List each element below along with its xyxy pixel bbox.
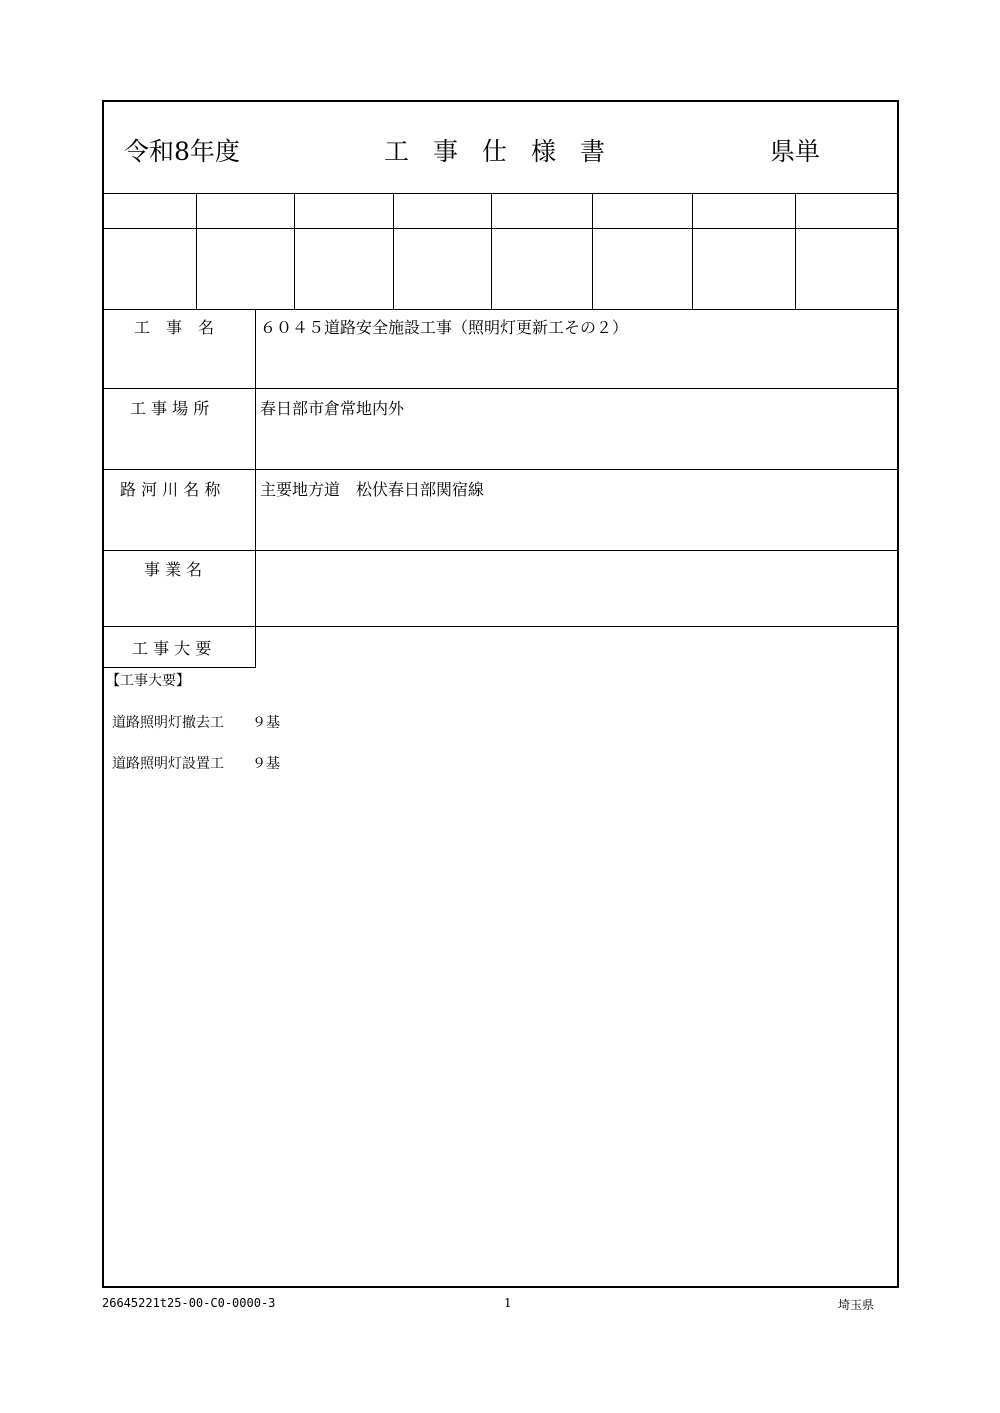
divider [102, 193, 899, 194]
grid-divider [393, 193, 394, 309]
field-value-location: 春日部市倉常地内外 [260, 399, 405, 418]
outline-item-qty: ９基 [252, 715, 280, 731]
grid-divider [491, 193, 492, 309]
grid-divider [795, 193, 796, 309]
field-label-business-name: 事 業 名 [144, 560, 203, 579]
outline-heading: 【工事大要】 [106, 673, 190, 689]
grid-divider [196, 193, 197, 309]
divider [102, 388, 899, 389]
outline-item-qty: ９基 [252, 756, 280, 772]
field-label-location: 工 事 場 所 [130, 399, 210, 418]
grid-divider [592, 193, 593, 309]
grid-divider [692, 193, 693, 309]
divider [102, 228, 899, 229]
fiscal-year: 令和8年度 [124, 137, 240, 166]
document-title: 工事仕様書 [384, 137, 630, 166]
grid-divider [294, 193, 295, 309]
field-value-road-river-name: 主要地方道 松伏春日部関宿線 [260, 480, 485, 499]
divider [102, 469, 899, 470]
field-label-road-river-name: 路 河 川 名 称 [120, 480, 221, 499]
page-number: 1 [504, 1296, 512, 1310]
divider [102, 550, 899, 551]
issuer-name: 埼玉県 [838, 1298, 875, 1312]
outline-item-name: 道路照明灯撤去工 [112, 715, 224, 731]
divider [102, 309, 899, 310]
label-column-divider [255, 309, 256, 667]
field-label-project-outline: 工 事 大 要 [132, 639, 212, 658]
document-frame [102, 100, 899, 1288]
divider [102, 626, 899, 627]
divider [102, 667, 256, 668]
field-label-project-name: 工 事 名 [134, 318, 215, 337]
document-code: 26645221t25-00-C0-0000-3 [102, 1296, 276, 1310]
outline-item-name: 道路照明灯設置工 [112, 756, 224, 772]
field-value-project-name: ６０４５道路安全施設工事（照明灯更新工その２） [260, 318, 629, 337]
budget-category: 県単 [770, 137, 821, 166]
